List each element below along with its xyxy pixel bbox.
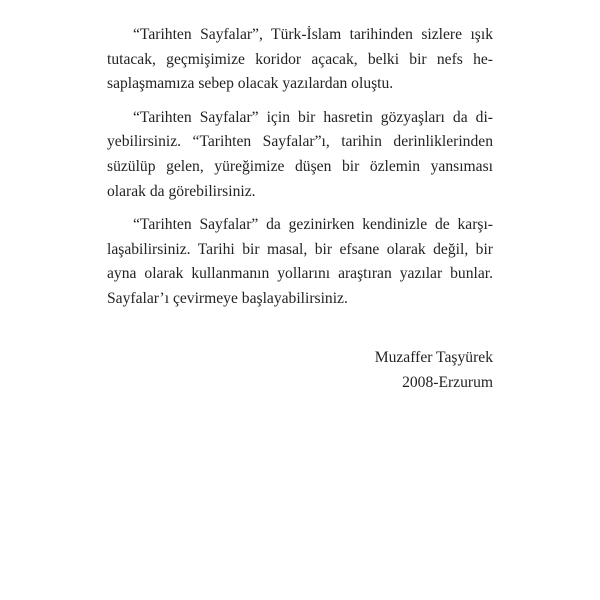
paragraph-3	[107, 213, 493, 311]
text-line: olarak da görebilirsiniz.	[107, 182, 256, 200]
text-line: “Tarihten Sayfalar” da gezinirken kendinizle de karşı-	[133, 216, 493, 234]
place-date: 2008-Erzurum	[402, 374, 493, 391]
document-body	[107, 23, 493, 321]
text-line: “Tarihten Sayfalar”, Türk-İslam tarihinden sizlere ışık	[133, 26, 493, 43]
text-line: süzülüp gelen, yüreğimize düşen bir özlemin yansıması	[107, 157, 493, 175]
text-line: ayna olarak kullanmanın yollarını araştıran yazılar bunlar.	[107, 265, 493, 283]
text-line: saplaşmamıza sebep olacak yazılardan oluştu.	[107, 75, 394, 93]
text-line: laşabilirsiniz. Tarihi bir masal, bir efsane olarak değil, bir	[107, 240, 493, 258]
text-line: “Tarihten Sayfalar” için bir hasretin gözyaşları da di-	[133, 108, 493, 126]
paragraph-2	[107, 106, 493, 204]
text-line: yebilirsiniz. “Tarihten Sayfalar”ı, tarihin derinliklerinden	[107, 133, 493, 151]
text-line: tutacak, geçmişimize koridor açacak, belki bir nefs he-	[107, 50, 493, 68]
author-name: Muzaffer Taşyürek	[374, 349, 493, 366]
text-line: Sayfalar’ı çevirmeye başlayabilirsiniz.	[107, 289, 348, 307]
signature-block	[375, 345, 493, 395]
paragraph-1	[107, 23, 493, 97]
